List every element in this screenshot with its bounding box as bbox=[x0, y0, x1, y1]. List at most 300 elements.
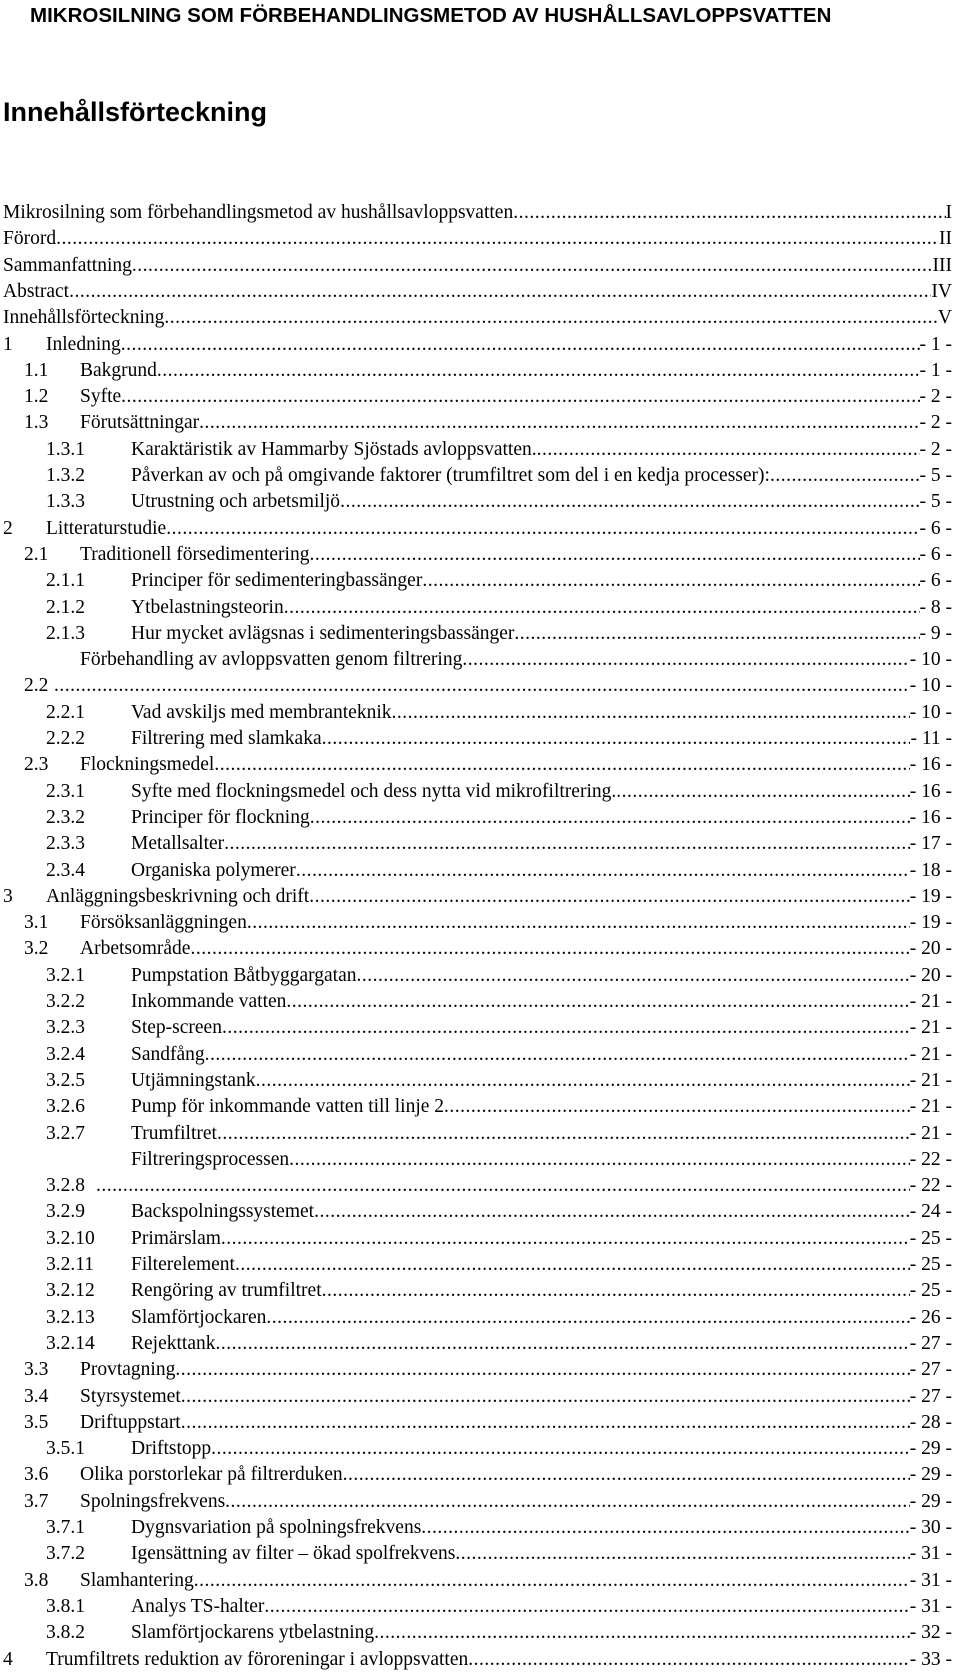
toc-entry-number: 2.3 bbox=[24, 754, 49, 776]
toc-entry-title: Metallsalter bbox=[131, 833, 225, 855]
toc-entry[interactable] bbox=[0, 1568, 952, 1594]
toc-entry-page: I bbox=[945, 202, 952, 223]
toc-entry-title: Försöksanläggningen bbox=[80, 912, 247, 934]
toc-entry-number: 2.2.2 bbox=[46, 728, 85, 749]
toc-entry-page: - 21 - bbox=[909, 991, 952, 1012]
toc-dot-leader bbox=[175, 1357, 909, 1383]
toc-dot-leader bbox=[121, 384, 919, 410]
toc-entry-title: Pump för inkommande vatten till linje 2 bbox=[131, 1096, 445, 1118]
toc-dot-leader bbox=[214, 752, 909, 778]
toc-entry[interactable] bbox=[0, 1462, 952, 1488]
toc-dot-leader bbox=[286, 989, 909, 1015]
toc-dot-leader bbox=[616, 779, 910, 805]
toc-entry-label bbox=[131, 1147, 952, 1173]
toc-entry-label bbox=[131, 1278, 952, 1304]
toc-entry-title: Inledning bbox=[46, 333, 121, 355]
toc-entry-number: 3.7 bbox=[24, 1490, 49, 1512]
toc-entry-label bbox=[131, 1199, 952, 1225]
toc-entry[interactable] bbox=[0, 568, 952, 594]
toc-entry-title: Utrustning och arbetsmiljö bbox=[131, 491, 341, 513]
toc-entry-page: - 31 - bbox=[909, 1595, 952, 1617]
toc-entry-label bbox=[46, 332, 952, 358]
toc-entry-label bbox=[131, 1436, 952, 1462]
toc-entry-page: - 11 - bbox=[910, 728, 952, 749]
toc-entry[interactable] bbox=[0, 779, 952, 805]
toc-entry-title: Styrsystemet bbox=[80, 1385, 181, 1407]
toc-entry-label bbox=[131, 1515, 952, 1541]
toc-entry[interactable] bbox=[0, 437, 952, 463]
toc-dot-leader bbox=[96, 1173, 910, 1199]
toc-entry-title: Pumpstation Båtbyggargatan bbox=[131, 964, 357, 986]
toc-entry-label bbox=[80, 542, 952, 568]
toc-entry-page: - 31 - bbox=[909, 1543, 952, 1565]
toc-entry-number: 3.2.3 bbox=[46, 1017, 85, 1039]
toc-entry-label bbox=[80, 1489, 952, 1515]
toc-entry-page: - 25 - bbox=[909, 1280, 952, 1302]
toc-entry[interactable] bbox=[0, 516, 952, 542]
toc-entry[interactable] bbox=[0, 621, 952, 647]
toc-entry-label bbox=[131, 1252, 952, 1278]
toc-entry[interactable] bbox=[0, 858, 952, 884]
toc-entry-title: Syfte med flockningsmedel och dess nytta vid mikrofiltrering. bbox=[131, 780, 617, 802]
toc-entry-title: Ytbelastningsteorin bbox=[131, 596, 284, 618]
toc-entry-label bbox=[131, 621, 952, 647]
toc-entry-label bbox=[80, 1568, 952, 1594]
toc-entry-label bbox=[131, 831, 952, 857]
toc-entry-page: - 16 - bbox=[909, 754, 952, 776]
toc-entry-page: - 10 - bbox=[909, 701, 952, 723]
toc-entry-number: 3.3 bbox=[24, 1359, 49, 1381]
toc-entry-title: Litteraturstudie bbox=[46, 517, 167, 539]
toc-entry-number: 3.2.4 bbox=[46, 1043, 85, 1065]
toc-entry-page: - 27 - bbox=[909, 1332, 952, 1354]
toc-entry-label bbox=[3, 279, 952, 305]
toc-entry-page: - 6 - bbox=[919, 570, 952, 592]
toc-entry-title: Igensättning av filter – ökad spolfrekvens bbox=[131, 1543, 456, 1565]
toc-entry-number: 3.5 bbox=[24, 1411, 49, 1433]
toc-entry-title: Slamförtjockaren bbox=[131, 1306, 267, 1328]
toc-entry[interactable] bbox=[0, 332, 952, 358]
toc-entry-page: - 25 - bbox=[909, 1227, 952, 1249]
toc-entry[interactable] bbox=[0, 1042, 952, 1068]
toc-entry-label bbox=[131, 779, 952, 805]
toc-entry-title: Organiska polymerer bbox=[131, 859, 296, 881]
toc-entry[interactable] bbox=[0, 1068, 952, 1094]
toc-entry-page: - 21 - bbox=[909, 1096, 952, 1118]
toc-entry[interactable] bbox=[0, 1515, 952, 1541]
toc-entry-label bbox=[131, 805, 952, 831]
toc-entry[interactable] bbox=[0, 279, 952, 305]
toc-entry-page: - 1 - bbox=[919, 359, 952, 381]
toc-dot-leader bbox=[225, 1489, 910, 1515]
toc-entry-number: 2.3.4 bbox=[46, 859, 85, 881]
toc-dot-leader bbox=[309, 884, 910, 910]
toc-entry-page: - 21 - bbox=[909, 1043, 952, 1065]
toc-dot-leader bbox=[309, 542, 919, 568]
toc-entry[interactable] bbox=[0, 1199, 952, 1225]
toc-entry-title: Filterelement bbox=[131, 1254, 235, 1275]
toc-dot-leader bbox=[322, 1278, 910, 1304]
toc-entry-page: - 2 - bbox=[919, 438, 952, 460]
toc-entry-number: 2.1.3 bbox=[46, 622, 85, 644]
toc-entry-number: 1.3 bbox=[24, 412, 49, 434]
toc-entry-page: - 30 - bbox=[909, 1517, 952, 1538]
toc-entry-number: 3.8 bbox=[24, 1569, 49, 1591]
toc-entry-number: 1.2 bbox=[24, 386, 49, 408]
toc-dot-leader bbox=[468, 1647, 910, 1673]
toc-entry-label bbox=[131, 1331, 952, 1357]
toc-entry[interactable] bbox=[0, 1541, 952, 1567]
toc-dot-leader bbox=[422, 568, 919, 594]
toc-entry-page: - 2 - bbox=[919, 412, 952, 434]
toc-entry[interactable] bbox=[0, 805, 952, 831]
toc-entry[interactable] bbox=[0, 936, 952, 962]
toc-entry-label bbox=[80, 910, 952, 936]
toc-entry[interactable] bbox=[0, 1620, 952, 1646]
toc-entry-page: - 6 - bbox=[919, 543, 952, 565]
toc-entry-title: Förbehandling av avloppsvatten genom filtrering bbox=[80, 649, 463, 671]
toc-entry[interactable] bbox=[0, 489, 952, 515]
toc-entry-page: - 26 - bbox=[909, 1306, 952, 1328]
toc-dot-leader bbox=[211, 1436, 910, 1462]
toc-entry[interactable] bbox=[0, 1121, 952, 1147]
toc-entry-page: II bbox=[939, 228, 952, 250]
toc-dot-leader bbox=[56, 226, 939, 252]
toc-entry-page: - 5 - bbox=[919, 465, 952, 486]
toc-entry[interactable] bbox=[0, 989, 952, 1015]
toc-entry-number: 3.2.5 bbox=[46, 1069, 85, 1091]
toc-entry-number: 3.7.2 bbox=[46, 1543, 85, 1565]
toc-dot-leader bbox=[289, 1147, 910, 1173]
toc-entry-page: - 19 - bbox=[909, 885, 952, 907]
toc-entry[interactable] bbox=[0, 1226, 952, 1252]
toc-dot-leader bbox=[357, 963, 910, 989]
toc-dot-leader bbox=[54, 673, 910, 699]
toc-entry-page: - 24 - bbox=[909, 1201, 952, 1223]
toc-dot-leader bbox=[537, 437, 920, 463]
toc-entry-title: Sandfång bbox=[131, 1043, 205, 1065]
toc-dot-leader bbox=[215, 1331, 909, 1357]
toc-entry[interactable] bbox=[0, 1331, 952, 1357]
toc-entry-label bbox=[131, 963, 952, 989]
toc-entry-number: 2.1.2 bbox=[46, 596, 85, 618]
toc-entry[interactable] bbox=[0, 1594, 952, 1620]
toc-entry-number: 3 bbox=[3, 885, 13, 907]
toc-entry-number: 3.2.14 bbox=[46, 1332, 95, 1354]
toc-entry-title: Hur mycket avlägsnas i sedimenteringsbassänger bbox=[131, 622, 515, 644]
toc-entry-title: Olika porstorlekar på filtrerduken bbox=[80, 1464, 343, 1486]
toc-dot-leader bbox=[222, 1015, 910, 1041]
toc-entry-page: - 21 - bbox=[909, 1069, 952, 1091]
toc-entry-page: - 6 - bbox=[919, 517, 952, 539]
toc-entry-number: 1.3.2 bbox=[46, 465, 85, 486]
toc-entry-number: 1.3.1 bbox=[46, 438, 85, 460]
toc-entry-number: 3.2.12 bbox=[46, 1280, 95, 1302]
toc-entry[interactable] bbox=[0, 1278, 952, 1304]
toc-dot-leader bbox=[421, 1515, 909, 1541]
toc-entry-number: 3.2.11 bbox=[46, 1254, 95, 1275]
toc-entry-label bbox=[131, 489, 952, 515]
toc-entry-label bbox=[131, 989, 952, 1015]
toc-entry-label bbox=[3, 200, 952, 226]
toc-entry-number: 3.2.7 bbox=[46, 1122, 85, 1144]
toc-entry-page: - 10 - bbox=[909, 675, 952, 697]
toc-entry-number: 2.2 bbox=[24, 675, 49, 697]
toc-entry-label bbox=[131, 1541, 952, 1567]
toc-entry[interactable] bbox=[0, 595, 952, 621]
toc-entry-title: Karaktäristik av Hammarby Sjöstads avloppsvatten. bbox=[131, 438, 537, 460]
toc-dot-leader bbox=[132, 253, 933, 279]
toc-entry-label bbox=[96, 1173, 952, 1199]
toc-dot-leader bbox=[235, 1252, 910, 1278]
toc-entry[interactable] bbox=[0, 1410, 952, 1436]
toc-entry-page: - 32 - bbox=[909, 1622, 952, 1644]
toc-entry-title: Step-screen bbox=[131, 1017, 222, 1039]
toc-entry-label bbox=[80, 1384, 952, 1410]
toc-entry[interactable] bbox=[0, 910, 952, 936]
toc-entry-title: Driftuppstart bbox=[80, 1411, 181, 1433]
toc-entry-label bbox=[131, 1015, 952, 1041]
toc-dot-leader bbox=[392, 700, 910, 726]
toc-entry-number: 3.2.10 bbox=[46, 1227, 95, 1249]
toc-dot-leader bbox=[247, 910, 910, 936]
toc-entry-number: 1.3.3 bbox=[46, 491, 85, 513]
toc-entry-title: Påverkan av och på omgivande faktorer (trumfiltret som del i en kedja processer): bbox=[131, 465, 770, 486]
toc-entry-label bbox=[131, 1305, 952, 1331]
toc-entry-page: IV bbox=[931, 280, 952, 302]
toc-dot-leader bbox=[444, 1094, 910, 1120]
toc-entry-page: - 20 - bbox=[909, 964, 952, 986]
toc-entry[interactable] bbox=[0, 1252, 952, 1278]
toc-entry-title: Filtrering med slamkaka bbox=[131, 728, 322, 749]
toc-dot-leader bbox=[322, 726, 911, 752]
toc-dot-leader bbox=[374, 1620, 910, 1646]
toc-entry-number: 2.3.1 bbox=[46, 780, 85, 802]
toc-entry-page: - 17 - bbox=[909, 833, 952, 855]
toc-entry-label bbox=[80, 936, 952, 962]
toc-entry-page: - 21 - bbox=[909, 1122, 952, 1144]
toc-dot-leader bbox=[455, 1541, 909, 1567]
toc-entry-page: III bbox=[932, 254, 952, 276]
toc-entry[interactable] bbox=[0, 253, 952, 279]
toc-dot-leader bbox=[284, 595, 920, 621]
toc-entry-title: Arbetsområde bbox=[80, 938, 191, 960]
toc-entry-number: 3.2.6 bbox=[46, 1096, 85, 1118]
toc-entry-number: 3.5.1 bbox=[46, 1438, 85, 1460]
toc-entry-label bbox=[46, 1647, 952, 1673]
toc-entry[interactable] bbox=[0, 410, 952, 436]
toc-entry-label bbox=[131, 568, 952, 594]
toc-dot-leader bbox=[513, 200, 945, 226]
toc-dot-leader bbox=[462, 647, 909, 673]
toc-entry-title: Rejekttank bbox=[131, 1332, 216, 1354]
toc-dot-leader bbox=[181, 1410, 910, 1436]
toc-entry[interactable] bbox=[0, 1305, 952, 1331]
toc-entry-page: - 8 - bbox=[919, 596, 952, 618]
toc-entry-label bbox=[54, 673, 952, 699]
toc-dot-leader bbox=[121, 332, 920, 358]
toc-entry-page: - 29 - bbox=[909, 1464, 952, 1486]
toc-entry-number: 1.1 bbox=[24, 359, 49, 381]
toc-entry-number: 1 bbox=[3, 333, 13, 355]
toc-entry[interactable] bbox=[0, 358, 952, 384]
toc-entry-page: V bbox=[937, 307, 952, 329]
toc-entry-title: Trumfiltret bbox=[131, 1122, 217, 1144]
toc-entry-title: Traditionell försedimentering bbox=[80, 543, 310, 565]
toc-entry[interactable] bbox=[0, 884, 952, 910]
toc-entry-title: Flockningsmedel bbox=[80, 754, 215, 776]
toc-entry-number: 3.2.2 bbox=[46, 991, 85, 1012]
toc-entry-label bbox=[131, 1226, 952, 1252]
toc-dot-leader bbox=[181, 1384, 910, 1410]
toc-entry[interactable] bbox=[0, 463, 952, 489]
toc-entry-label bbox=[3, 226, 952, 252]
toc-entry-page: - 1 - bbox=[919, 333, 952, 355]
toc-entry-page: - 9 - bbox=[919, 622, 952, 644]
toc-entry-title: Principer för flockning bbox=[131, 806, 310, 828]
toc-entry-page: - 27 - bbox=[909, 1385, 952, 1407]
toc-entry-label bbox=[80, 647, 952, 673]
toc-entry-page: - 29 - bbox=[909, 1438, 952, 1460]
toc-entry-number: 2.3.2 bbox=[46, 806, 85, 828]
toc-entry-page: - 5 - bbox=[919, 491, 952, 513]
toc-entry[interactable] bbox=[0, 1173, 952, 1199]
toc-entry-title: Spolningsfrekvens bbox=[80, 1490, 226, 1512]
toc-dot-leader bbox=[199, 410, 919, 436]
toc-entry[interactable] bbox=[0, 200, 952, 226]
toc-entry-number: 3.1 bbox=[24, 912, 49, 934]
toc-entry-label bbox=[131, 437, 952, 463]
toc-entry-number: 4 bbox=[3, 1648, 13, 1670]
toc-entry-page: - 27 - bbox=[909, 1359, 952, 1381]
toc-entry-label bbox=[80, 358, 952, 384]
toc-entry[interactable] bbox=[0, 647, 952, 673]
toc-entry-page: - 28 - bbox=[909, 1411, 952, 1433]
toc-entry-label bbox=[80, 1357, 952, 1383]
toc-entry-label bbox=[80, 384, 952, 410]
toc-dot-leader bbox=[217, 1121, 910, 1147]
toc-entry-page: - 16 - bbox=[909, 780, 952, 802]
toc-dot-leader bbox=[221, 1226, 910, 1252]
toc-dot-leader bbox=[157, 358, 920, 384]
toc-entry-number: 3.6 bbox=[24, 1464, 49, 1486]
toc-entry-label bbox=[131, 1121, 952, 1147]
toc-entry-label bbox=[131, 1042, 952, 1068]
toc-dot-leader bbox=[343, 1462, 910, 1488]
toc-entry[interactable] bbox=[0, 673, 952, 699]
toc-entry[interactable] bbox=[0, 1357, 952, 1383]
toc-entry[interactable] bbox=[0, 726, 952, 752]
toc-entry-page: - 20 - bbox=[909, 938, 952, 960]
toc-dot-leader bbox=[340, 489, 919, 515]
toc-entry-page: - 16 - bbox=[909, 806, 952, 828]
toc-entry-title: Driftstopp bbox=[131, 1438, 212, 1460]
toc-entry-label bbox=[131, 1594, 952, 1620]
toc-entry-page: - 2 - bbox=[919, 386, 952, 408]
toc-entry-number: 3.7.1 bbox=[46, 1517, 85, 1538]
toc-dot-leader bbox=[224, 831, 910, 857]
toc-entry-page: - 19 - bbox=[909, 912, 952, 934]
toc-entry-page: - 21 - bbox=[909, 1017, 952, 1039]
toc-entry[interactable] bbox=[0, 1094, 952, 1120]
toc-entry-number: 3.8.1 bbox=[46, 1595, 85, 1617]
toc-entry-title: Dygnsvariation på spolningsfrekvens bbox=[131, 1517, 422, 1538]
toc-entry-title: Primärslam bbox=[131, 1227, 221, 1249]
toc-dot-leader bbox=[264, 1594, 909, 1620]
toc-dot-leader bbox=[314, 1199, 910, 1225]
toc-entry[interactable] bbox=[0, 831, 952, 857]
toc-dot-leader bbox=[514, 621, 919, 647]
toc-entry-title: Anläggningsbeskrivning och drift bbox=[46, 885, 310, 907]
toc-entry-number: 2.1 bbox=[24, 543, 49, 565]
toc-entry-title: Principer för sedimenteringbassänger bbox=[131, 570, 423, 592]
toc-entry-title: Backspolningssystemet bbox=[131, 1201, 315, 1223]
toc-entry-number: 2 bbox=[3, 517, 13, 539]
page-title: Innehållsförteckning bbox=[3, 97, 268, 127]
toc-dot-leader bbox=[190, 936, 909, 962]
toc-entry[interactable] bbox=[0, 542, 952, 568]
toc-dot-leader bbox=[194, 1568, 910, 1594]
toc-dot-leader bbox=[266, 1305, 909, 1331]
toc-entry[interactable] bbox=[0, 226, 952, 252]
toc-dot-leader bbox=[166, 516, 919, 542]
toc-entry-number: 2.1.1 bbox=[46, 570, 85, 592]
toc-entry-label bbox=[131, 1620, 952, 1646]
toc-dot-leader bbox=[69, 279, 931, 305]
toc-dot-leader bbox=[164, 305, 938, 331]
toc-entry-label bbox=[80, 1410, 952, 1436]
toc-entry[interactable] bbox=[0, 1147, 952, 1173]
toc-dot-leader bbox=[296, 858, 910, 884]
toc-entry[interactable] bbox=[0, 700, 952, 726]
toc-entry-title: Analys TS-halter bbox=[131, 1595, 265, 1617]
toc-entry[interactable] bbox=[0, 1436, 952, 1462]
toc-entry[interactable] bbox=[0, 384, 952, 410]
toc-entry[interactable] bbox=[0, 1647, 952, 1673]
toc-entry-page: - 31 - bbox=[909, 1569, 952, 1591]
toc-entry-title: Utjämningstank bbox=[131, 1069, 256, 1091]
toc-entry-label bbox=[46, 516, 952, 542]
toc-entry-label bbox=[3, 253, 952, 279]
toc-entry-title: Provtagning bbox=[80, 1359, 176, 1381]
toc-entry-label bbox=[80, 410, 952, 436]
toc-entry-page: - 18 - bbox=[909, 859, 952, 881]
toc-entry-title: Syfte bbox=[80, 386, 122, 408]
toc-entry-number: 3.4 bbox=[24, 1385, 49, 1407]
toc-dot-leader bbox=[310, 805, 910, 831]
running-header: MIKROSILNING SOM FÖRBEHANDLINGSMETOD AV HUSHÅLLSAVLOPPSVATTEN bbox=[30, 4, 832, 27]
toc-entry-label bbox=[131, 1068, 952, 1094]
toc-entry-title: Abstract bbox=[3, 280, 70, 302]
toc-entry[interactable] bbox=[0, 963, 952, 989]
toc-entry-title: Förutsättningar bbox=[80, 412, 200, 434]
toc-entry[interactable] bbox=[0, 305, 952, 331]
toc-entry[interactable] bbox=[0, 1489, 952, 1515]
toc-entry[interactable] bbox=[0, 752, 952, 778]
toc-entry-title: Filtreringsprocessen bbox=[131, 1148, 290, 1170]
toc-entry-label bbox=[80, 752, 952, 778]
toc-entry-label bbox=[3, 305, 952, 331]
toc-entry-title: Vad avskiljs med membranteknik bbox=[131, 701, 392, 723]
toc-entry-number: 3.8.2 bbox=[46, 1622, 85, 1644]
toc-entry-title: Rengöring av trumfiltret bbox=[131, 1280, 322, 1302]
toc-entry[interactable] bbox=[0, 1384, 952, 1410]
toc-entry-number: 3.2.13 bbox=[46, 1306, 95, 1328]
toc-entry[interactable] bbox=[0, 1015, 952, 1041]
toc-entry-title: Innehållsförteckning bbox=[3, 307, 165, 329]
toc-entry-number: 3.2.1 bbox=[46, 964, 85, 986]
toc-entry-label bbox=[131, 595, 952, 621]
